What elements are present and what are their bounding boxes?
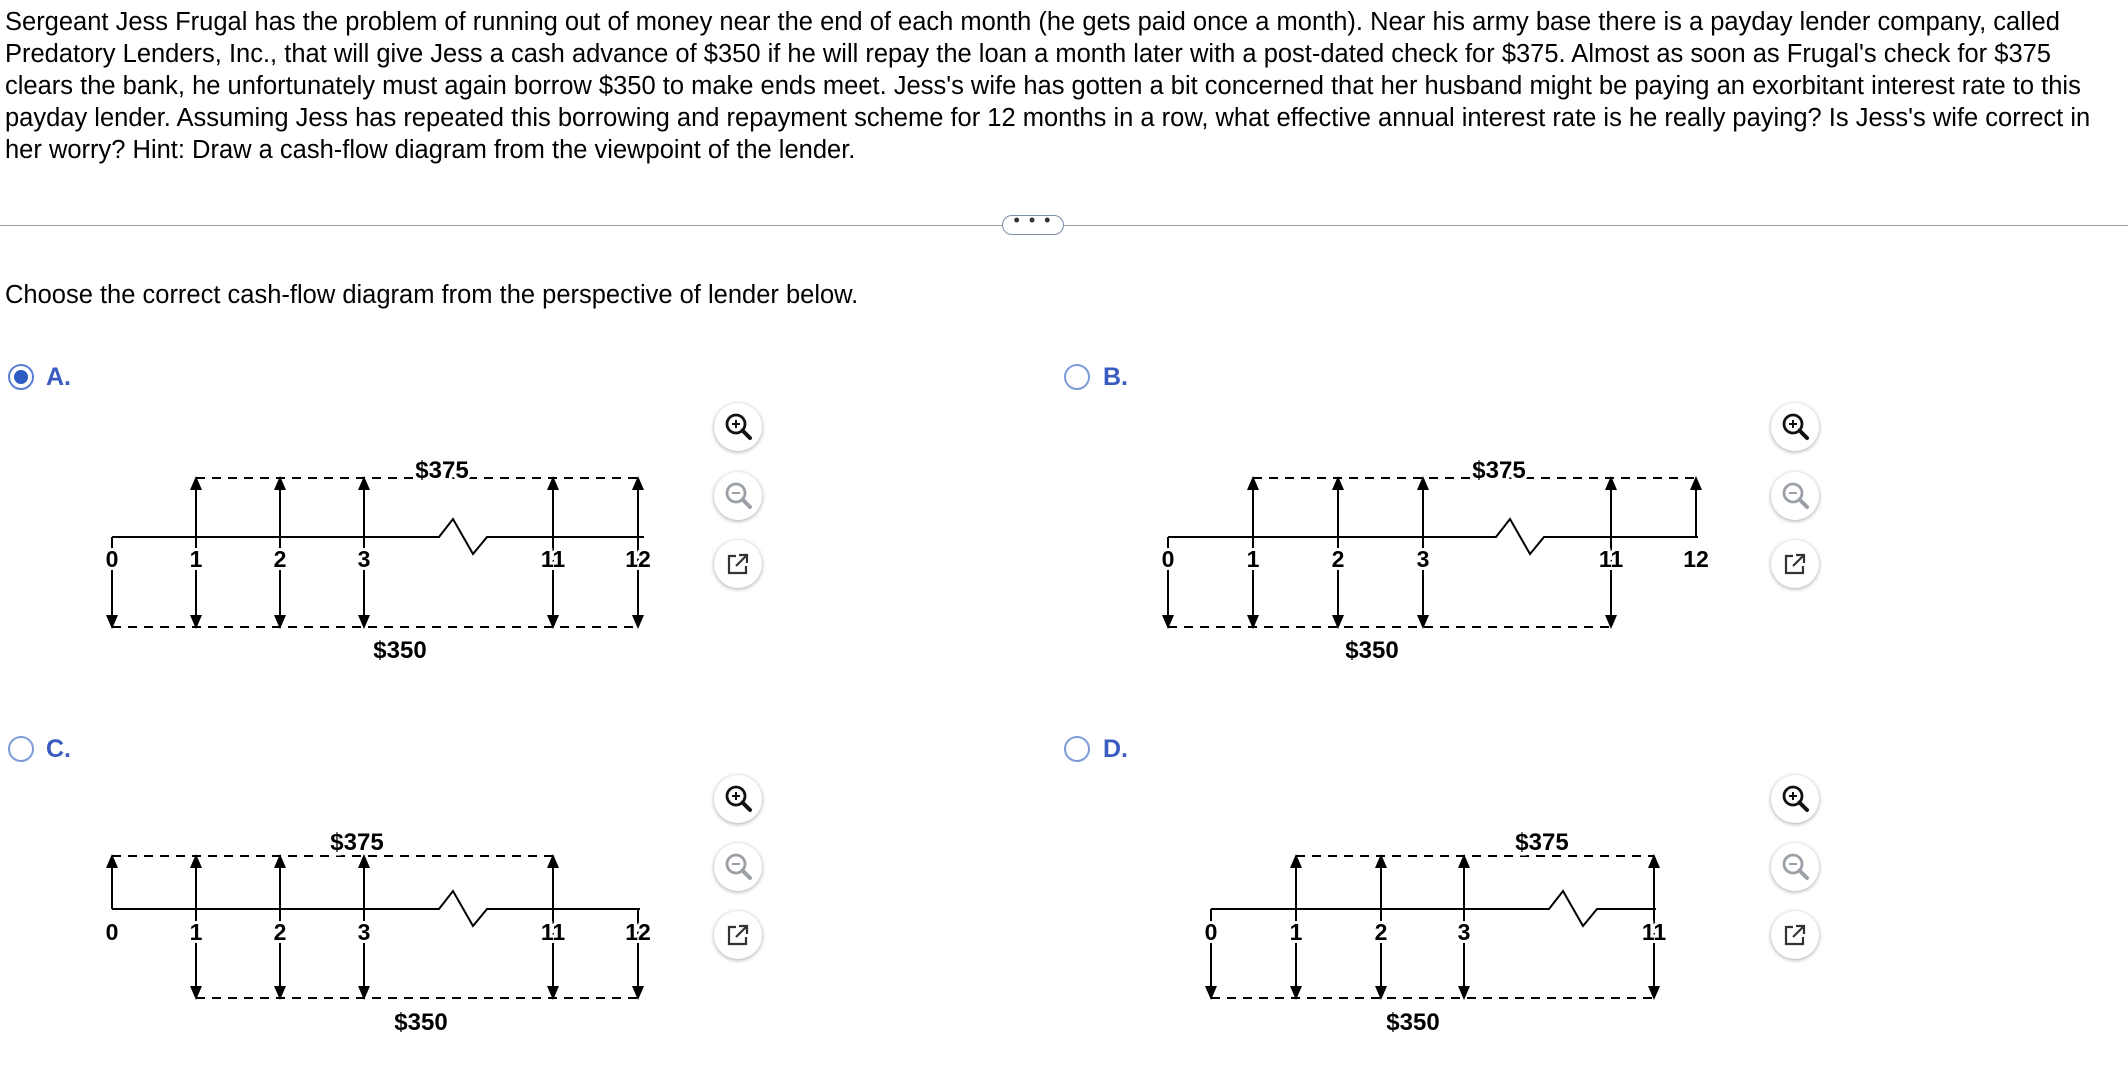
period-label: 1 (1246, 546, 1260, 572)
period-label: 1 (1289, 919, 1303, 945)
period-label: 2 (1374, 919, 1388, 945)
period-label: 1 (189, 919, 203, 945)
zoom-in-icon (1780, 784, 1810, 814)
period-label: 0 (105, 546, 119, 572)
period-label: 2 (273, 919, 287, 945)
option-d-zoom-in-button[interactable] (1771, 775, 1819, 823)
zoom-out-icon (1780, 852, 1810, 882)
period-label: 0 (1161, 546, 1175, 572)
external-link-icon (1781, 921, 1809, 949)
upward-amount-label: $375 (415, 457, 469, 484)
downward-amount-label: $350 (373, 637, 427, 664)
period-label: 11 (540, 919, 566, 945)
period-label: 11 (540, 546, 566, 572)
period-label: 3 (1457, 919, 1471, 945)
period-label: 2 (1331, 546, 1345, 572)
period-label: 0 (105, 919, 119, 945)
option-a-letter: A. (46, 363, 71, 391)
time-axis (1211, 891, 1656, 926)
period-label: 12 (625, 919, 651, 945)
question-prompt: Choose the correct cash-flow diagram from the perspective of lender below. (5, 281, 859, 309)
downward-amount-label: $350 (394, 1009, 448, 1036)
option-d-zoom-out-button[interactable] (1771, 843, 1819, 891)
period-label: 3 (357, 919, 371, 945)
period-label: 2 (273, 546, 287, 572)
problem-statement: Sergeant Jess Frugal has the problem of running out of money near the end of each month (he gets paid once a month). Near his army base there is a payday lender company, called Predatory Lenders, Inc., that will give Jess a cash advance of $350 if he will repay the loan a month later with a post-dated check for $375. Almost as soon as Frugal's check for $375 clears the bank, he unfortunately must again borrow $350 to make ends meet. Jess's wife has gotten a bit concerned that her husband might be paying an exorbitant interest rate to this payday lender. Assuming Jess has repeated this borrowing and repayment scheme for 12 months in a row, what effective annual interest rate is he really paying? Is Jess's wife correct in her worry? Hint: Draw a cash-flow diagram from the viewpoint of the lender. (5, 8, 2091, 164)
period-label: 11 (1641, 919, 1667, 945)
period-label: 1 (189, 546, 203, 572)
upward-amount-label: $375 (1515, 829, 1569, 856)
period-label: 3 (357, 546, 371, 572)
option-d-letter: D. (1103, 735, 1128, 763)
period-label: 12 (625, 546, 651, 572)
show-more-button[interactable]: • • • (1002, 215, 1064, 235)
option-c-letter: C. (46, 735, 71, 763)
option-d-popout-button[interactable] (1771, 911, 1819, 959)
downward-amount-label: $350 (1386, 1009, 1440, 1036)
period-label: 11 (1598, 546, 1624, 572)
upward-amount-label: $375 (1472, 457, 1526, 484)
option-b-letter: B. (1103, 363, 1128, 391)
period-label: 12 (1683, 546, 1709, 572)
downward-amount-label: $350 (1345, 637, 1399, 664)
period-label: 0 (1204, 919, 1218, 945)
period-label: 3 (1416, 546, 1430, 572)
upward-amount-label: $375 (330, 829, 384, 856)
